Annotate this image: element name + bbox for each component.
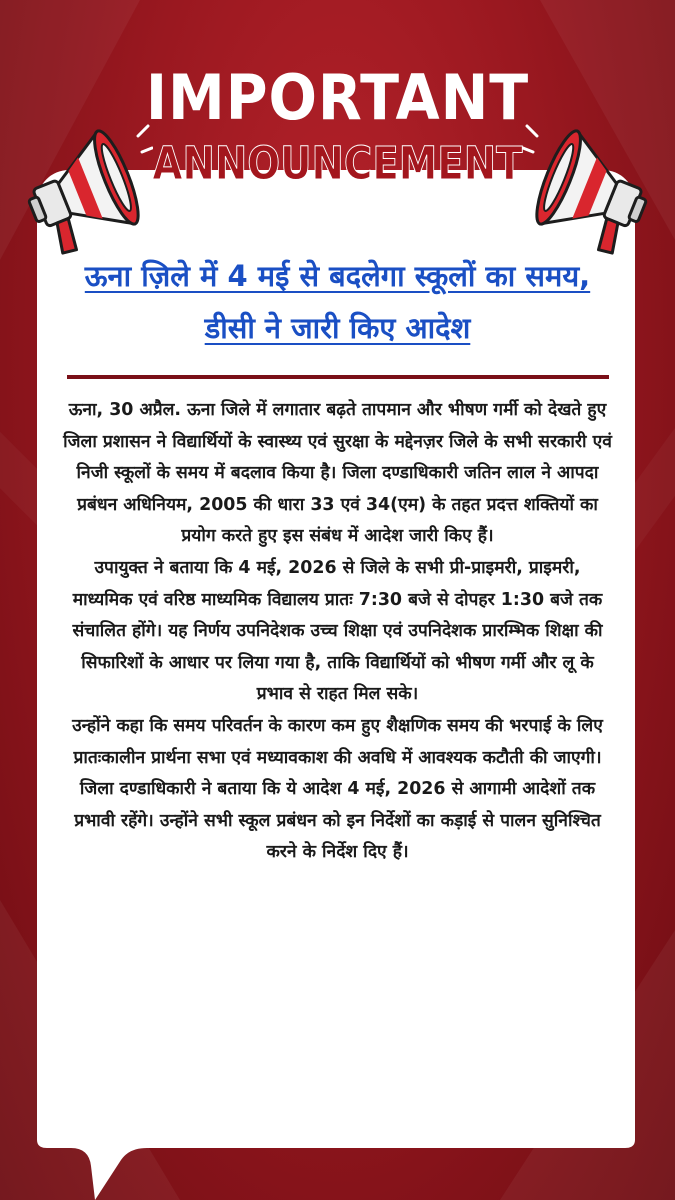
article-body <box>62 395 613 869</box>
announcement-title <box>0 62 675 194</box>
title-important: IMPORTANT <box>145 61 530 134</box>
article-paragraph: उपायुक्त ने बताया कि 4 मई, 2026 से जिले के सभी प्री-प्राइमरी, प्राइमरी, माध्यमिक एवं वरिष्ठ माध्यमिक विद्यालय प्रातः 7:30 बजे से दोपहर 1:30 बजे तक संचालित होंगे। यह निर्णय उपनिदेशक उच्च शिक्षा एवं उपनिदेशक प्रारम्भिक शिक्षा की सिफारिशों के आधार पर लिया गया है, ताकि विद्यार्थियों को भीषण गर्मी और लू के प्रभाव से राहत मिल सके। <box>72 557 603 705</box>
divider <box>67 375 609 379</box>
article-paragraph: उन्होंने कहा कि समय परिवर्तन के कारण कम हुए शैक्षणिक समय की भरपाई के लिए प्रातःकालीन प्रार्थना सभा एवं मध्यावकाश की अवधि में आवश्यक कटौती की जाएगी। जिला दण्डाधिकारी ने बताया कि ये आदेश 4 मई, 2026 से आगामी आदेशों तक प्रभावी रहेंगे। उन्होंने सभी स्कूल प्रबंधन को इन निर्देशों का कड़ाई से पालन सुनिश्चित करने के निर्देश दिए हैं। <box>72 715 603 863</box>
title-announcement: ANNOUNCEMENT <box>152 137 523 190</box>
article-paragraph: ऊना, 30 अप्रैल. ऊना जिले में लगातार बढ़ते तापमान और भीषण गर्मी को देखते हुए जिला प्रशासन ने विद्यार्थियों के स्वास्थ्य एवं सुरक्षा के मद्देनज़र जिले के सभी सरकारी एवं निजी स्कूलों के समय में बदलाव किया है। जिला दण्डाधिकारी जतिन लाल ने आपदा प्रबंधन अधिनियम, 2005 की धारा 33 एवं 34(एम) के तहत प्रदत्त शक्तियों का प्रयोग करते हुए इस संबंध में आदेश जारी किए हैं। <box>63 400 612 547</box>
speech-bubble-tail <box>37 1100 635 1200</box>
news-headline-link[interactable]: ऊना ज़िले में 4 मई से बदलेगा स्कूलों का समय, डीसी ने जारी किए आदेश <box>84 259 591 345</box>
